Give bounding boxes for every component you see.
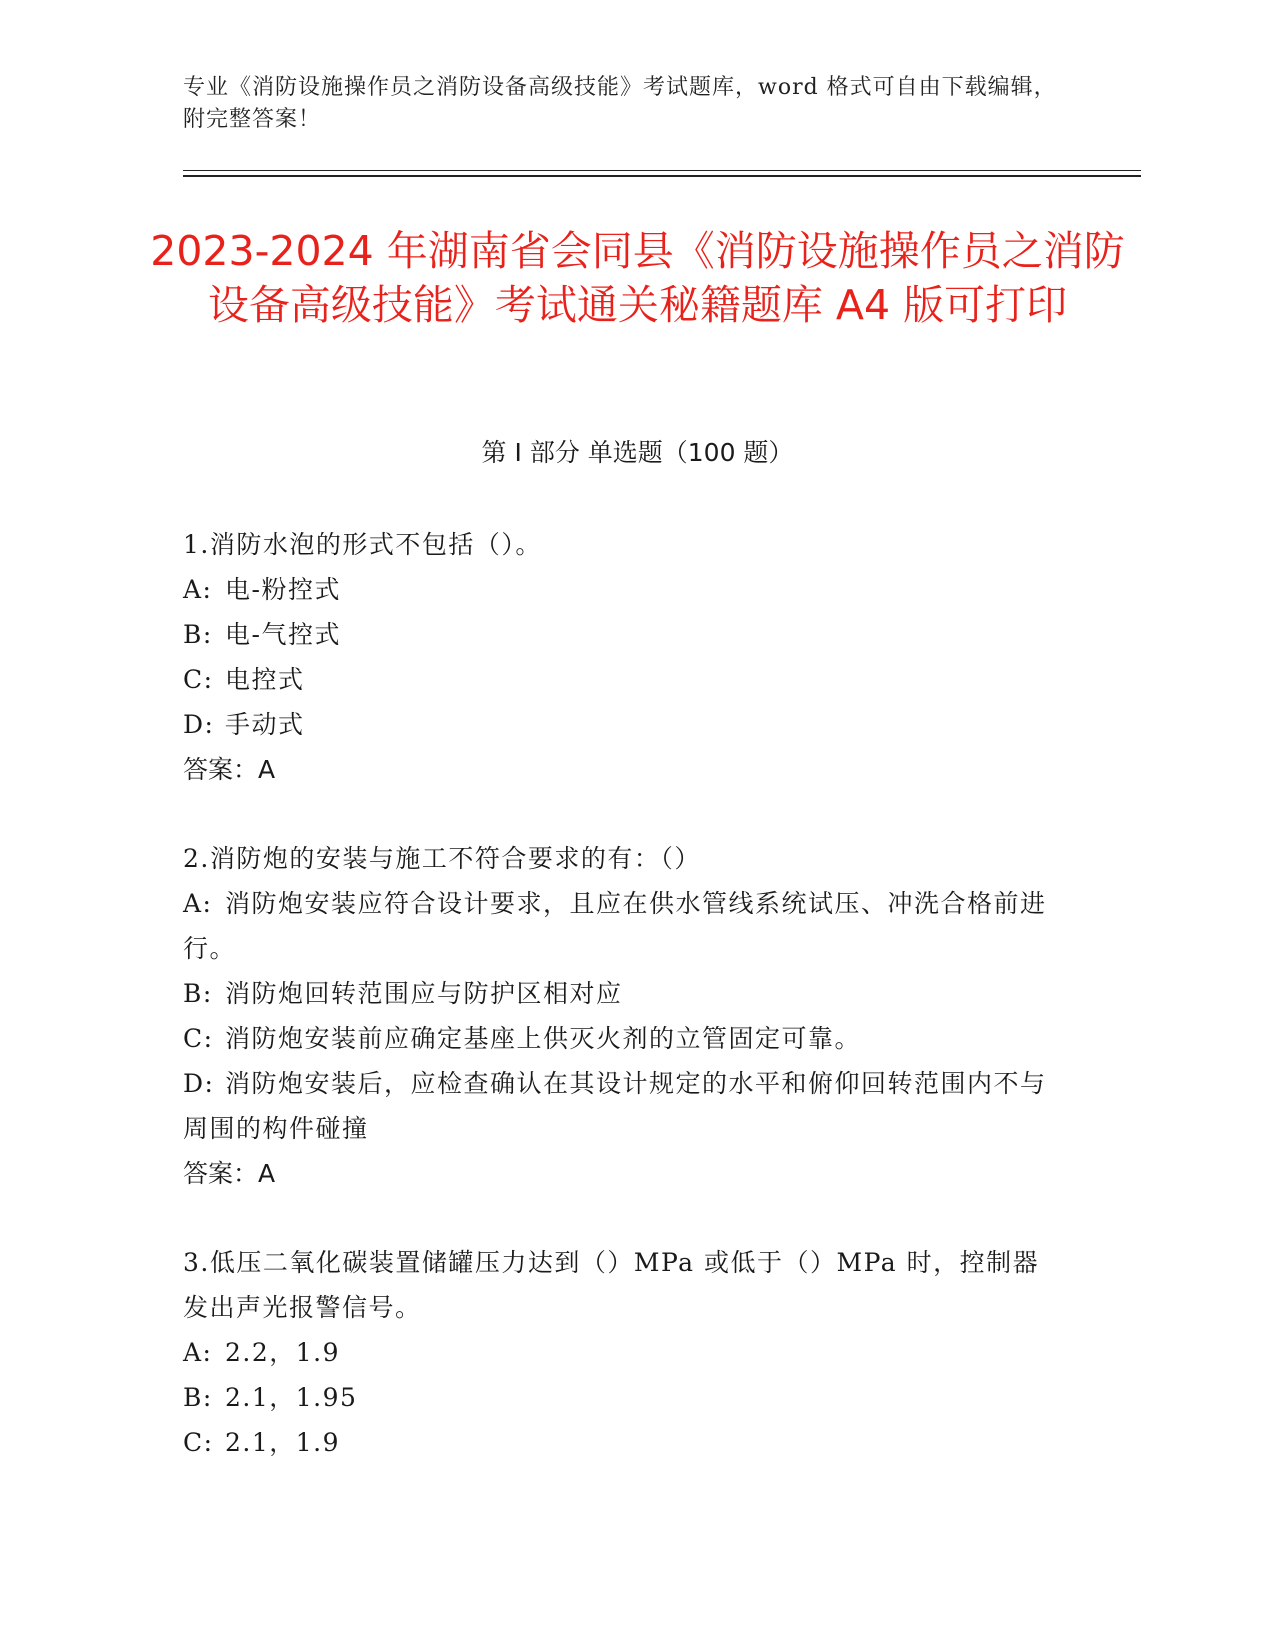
option-text: 消防炮回转范围应与防护区相对应 xyxy=(225,979,623,1008)
header-note: 专业《消防设施操作员之消防设备高级技能》考试题库，word 格式可自由下载编辑，附完整答案！ xyxy=(183,75,1057,132)
option-d xyxy=(183,702,1063,747)
option-letter: A: xyxy=(183,889,213,918)
question-text: 3.低压二氧化碳装置储罐压力达到（）MPa 或低于（）MPa 时，控制器发出声光报警信号。 xyxy=(183,1248,1040,1322)
option-text: 2.2，1.9 xyxy=(225,1338,341,1367)
question-list xyxy=(183,522,1063,1509)
question-2 xyxy=(183,836,1063,1196)
document-title: 2023-2024 年湖南省会同县《消防设施操作员之消防设备高级技能》考试通关秘籍题库 A4 版可打印 xyxy=(150,227,1125,329)
question-text: 1.消防水泡的形式不包括（）。 xyxy=(183,530,542,559)
header-divider-thick xyxy=(183,175,1141,177)
option-d xyxy=(183,1061,1063,1151)
option-letter: B: xyxy=(183,1383,213,1412)
option-letter: D: xyxy=(183,710,215,739)
question-3 xyxy=(183,1240,1063,1465)
answer-line: 答案：A xyxy=(183,755,276,784)
header-divider-thin xyxy=(183,170,1141,171)
option-text: 电-粉控式 xyxy=(225,575,341,604)
option-text: 2.1，1.9 xyxy=(225,1428,341,1457)
option-b xyxy=(183,971,1063,1016)
option-c xyxy=(183,1016,1063,1061)
option-text: 电控式 xyxy=(225,665,305,694)
option-text: 消防炮安装后，应检查确认在其设计规定的水平和俯仰回转范围内不与周围的构件碰撞 xyxy=(183,1069,1047,1143)
question-1 xyxy=(183,522,1063,792)
option-letter: D: xyxy=(183,1069,215,1098)
option-text: 消防炮安装前应确定基座上供灭火剂的立管固定可靠。 xyxy=(225,1024,862,1053)
question-text: 2.消防炮的安装与施工不符合要求的有：（） xyxy=(183,844,701,873)
option-letter: C: xyxy=(183,1428,214,1457)
answer-line: 答案：A xyxy=(183,1159,276,1188)
option-letter: C: xyxy=(183,1024,214,1053)
option-text: 电-气控式 xyxy=(225,620,341,649)
option-letter: B: xyxy=(183,979,213,1008)
option-a xyxy=(183,567,1063,612)
option-b xyxy=(183,612,1063,657)
option-a xyxy=(183,881,1063,971)
option-c xyxy=(183,657,1063,702)
option-a xyxy=(183,1330,1063,1375)
option-letter: C: xyxy=(183,665,214,694)
option-letter: A: xyxy=(183,1338,213,1367)
option-b xyxy=(183,1375,1063,1420)
option-c xyxy=(183,1420,1063,1465)
section-title: 第 I 部分 单选题（100 题） xyxy=(481,438,794,467)
option-letter: B: xyxy=(183,620,213,649)
option-text: 2.1，1.95 xyxy=(225,1383,358,1412)
option-text: 消防炮安装应符合设计要求，且应在供水管线系统试压、冲洗合格前进行。 xyxy=(183,889,1047,963)
option-text: 手动式 xyxy=(225,710,305,739)
option-letter: A: xyxy=(183,575,213,604)
